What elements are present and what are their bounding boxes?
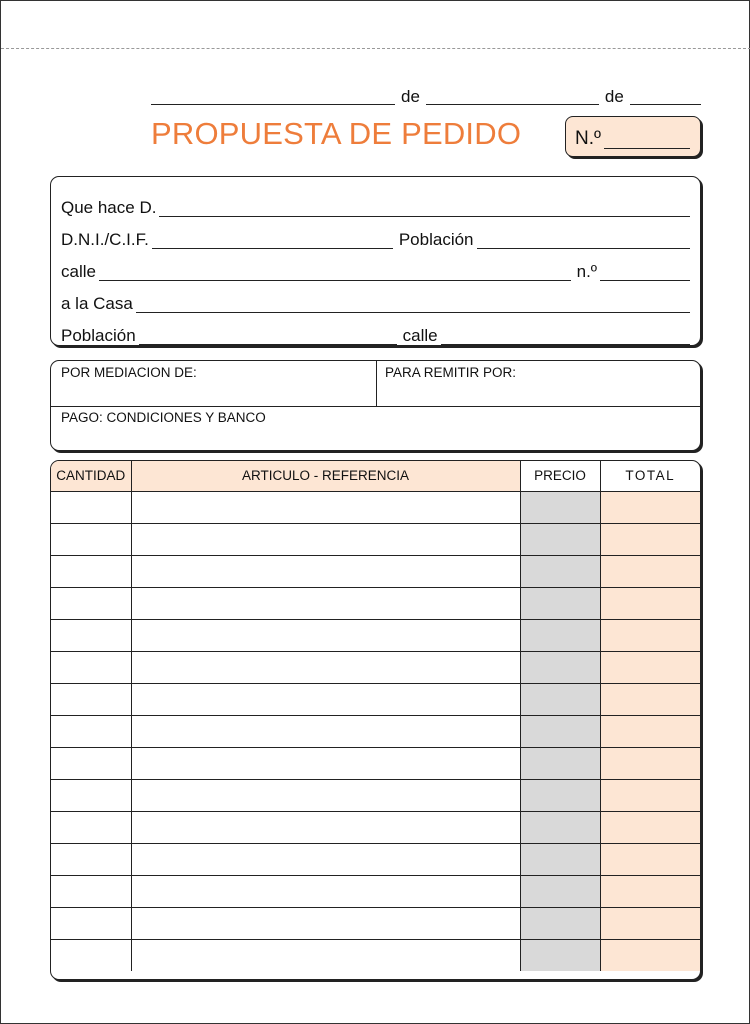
items-header-row bbox=[51, 461, 700, 491]
cell-total[interactable] bbox=[600, 747, 700, 779]
header-precio: PRECIO bbox=[520, 461, 600, 491]
label-numero: n.º bbox=[576, 262, 597, 281]
header-total: TOTAL bbox=[600, 461, 700, 491]
cell-cantidad[interactable] bbox=[51, 779, 131, 811]
field-dni[interactable] bbox=[152, 235, 393, 249]
date-connector-2: de bbox=[604, 87, 624, 106]
cell-cantidad[interactable] bbox=[51, 651, 131, 683]
date-day-field[interactable] bbox=[151, 89, 395, 105]
cell-precio[interactable] bbox=[520, 555, 600, 587]
cell-cantidad[interactable] bbox=[51, 683, 131, 715]
field-poblacion-1[interactable] bbox=[477, 235, 690, 249]
table-row bbox=[51, 651, 700, 683]
table-row bbox=[51, 715, 700, 747]
items-table-box bbox=[50, 460, 701, 980]
cell-total[interactable] bbox=[600, 651, 700, 683]
row-a-la-casa bbox=[61, 291, 690, 313]
table-row bbox=[51, 523, 700, 555]
cell-precio[interactable] bbox=[520, 907, 600, 939]
field-poblacion-2[interactable] bbox=[139, 331, 397, 345]
table-row bbox=[51, 491, 700, 523]
date-month-field[interactable] bbox=[426, 89, 599, 105]
cell-articulo[interactable] bbox=[131, 587, 520, 619]
cell-articulo[interactable] bbox=[131, 715, 520, 747]
row-dni bbox=[61, 227, 690, 249]
table-row bbox=[51, 843, 700, 875]
cell-precio[interactable] bbox=[520, 491, 600, 523]
cell-precio[interactable] bbox=[520, 747, 600, 779]
cell-precio[interactable] bbox=[520, 587, 600, 619]
field-a-la-casa[interactable] bbox=[136, 299, 690, 313]
label-que-hace: Que hace D. bbox=[61, 198, 157, 217]
row-calle bbox=[61, 259, 690, 281]
cell-total[interactable] bbox=[600, 683, 700, 715]
cell-cantidad[interactable] bbox=[51, 587, 131, 619]
cell-articulo[interactable] bbox=[131, 939, 520, 971]
cell-cantidad[interactable] bbox=[51, 491, 131, 523]
cell-precio[interactable] bbox=[520, 843, 600, 875]
label-mediacion: POR MEDIACION DE: bbox=[61, 365, 197, 380]
cell-total[interactable] bbox=[600, 875, 700, 907]
label-calle-1: calle bbox=[61, 262, 96, 281]
cell-cantidad[interactable] bbox=[51, 747, 131, 779]
header-cantidad: CANTIDAD bbox=[51, 461, 131, 491]
cell-precio[interactable] bbox=[520, 811, 600, 843]
field-que-hace[interactable] bbox=[159, 203, 690, 217]
cell-articulo[interactable] bbox=[131, 811, 520, 843]
cell-articulo[interactable] bbox=[131, 555, 520, 587]
cell-cantidad[interactable] bbox=[51, 619, 131, 651]
cell-cantidad[interactable] bbox=[51, 715, 131, 747]
terms-section bbox=[50, 360, 701, 451]
table-row bbox=[51, 875, 700, 907]
label-poblacion-1: Población bbox=[398, 230, 474, 249]
cell-precio[interactable] bbox=[520, 619, 600, 651]
header-articulo: ARTICULO - REFERENCIA bbox=[131, 461, 520, 491]
order-number-field[interactable] bbox=[604, 148, 690, 149]
table-row bbox=[51, 747, 700, 779]
cell-total[interactable] bbox=[600, 907, 700, 939]
terms-divider-horizontal bbox=[51, 406, 700, 407]
items-table bbox=[51, 461, 700, 971]
cell-cantidad[interactable] bbox=[51, 939, 131, 971]
cell-total[interactable] bbox=[600, 843, 700, 875]
cell-total[interactable] bbox=[600, 811, 700, 843]
cell-precio[interactable] bbox=[520, 939, 600, 971]
page-title: PROPUESTA DE PEDIDO bbox=[151, 116, 522, 151]
order-number-box bbox=[565, 116, 701, 157]
label-dni: D.N.I./C.I.F. bbox=[61, 230, 149, 249]
items-body bbox=[51, 491, 700, 971]
cell-articulo[interactable] bbox=[131, 523, 520, 555]
cell-cantidad[interactable] bbox=[51, 875, 131, 907]
cell-precio[interactable] bbox=[520, 875, 600, 907]
cell-cantidad[interactable] bbox=[51, 811, 131, 843]
cell-total[interactable] bbox=[600, 491, 700, 523]
cell-precio[interactable] bbox=[520, 523, 600, 555]
row-poblacion-calle bbox=[61, 323, 690, 345]
date-connector-1: de bbox=[401, 87, 420, 106]
label-poblacion-2: Población bbox=[61, 326, 136, 345]
cell-cantidad[interactable] bbox=[51, 907, 131, 939]
terms-divider-vertical bbox=[376, 361, 377, 406]
label-calle-2: calle bbox=[402, 326, 438, 345]
table-row bbox=[51, 907, 700, 939]
cell-cantidad[interactable] bbox=[51, 843, 131, 875]
table-row bbox=[51, 619, 700, 651]
cell-precio[interactable] bbox=[520, 683, 600, 715]
cell-precio[interactable] bbox=[520, 779, 600, 811]
cell-total[interactable] bbox=[600, 619, 700, 651]
cell-total[interactable] bbox=[600, 555, 700, 587]
cell-cantidad[interactable] bbox=[51, 555, 131, 587]
table-row bbox=[51, 779, 700, 811]
label-remitir: PARA REMITIR POR: bbox=[385, 365, 517, 380]
cell-articulo[interactable] bbox=[131, 619, 520, 651]
cell-articulo[interactable] bbox=[131, 907, 520, 939]
cell-articulo[interactable] bbox=[131, 491, 520, 523]
label-pago: PAGO: CONDICIONES Y BANCO bbox=[61, 410, 266, 425]
cell-precio[interactable] bbox=[520, 651, 600, 683]
table-row bbox=[51, 587, 700, 619]
perforation-line bbox=[1, 48, 750, 49]
cell-cantidad[interactable] bbox=[51, 523, 131, 555]
cell-total[interactable] bbox=[600, 939, 700, 971]
cell-total[interactable] bbox=[600, 587, 700, 619]
cell-total[interactable] bbox=[600, 523, 700, 555]
label-a-la-casa: a la Casa bbox=[61, 294, 133, 313]
cell-articulo[interactable] bbox=[131, 875, 520, 907]
order-number-label: N.º bbox=[575, 128, 601, 149]
cell-articulo[interactable] bbox=[131, 651, 520, 683]
cell-articulo[interactable] bbox=[131, 683, 520, 715]
table-row bbox=[51, 939, 700, 971]
cell-articulo[interactable] bbox=[131, 747, 520, 779]
row-que-hace bbox=[61, 195, 690, 217]
cell-articulo[interactable] bbox=[131, 843, 520, 875]
cell-precio[interactable] bbox=[520, 715, 600, 747]
table-row bbox=[51, 683, 700, 715]
field-numero[interactable] bbox=[600, 267, 690, 281]
cell-total[interactable] bbox=[600, 779, 700, 811]
field-calle-1[interactable] bbox=[99, 267, 571, 281]
date-line bbox=[151, 85, 701, 105]
table-row bbox=[51, 811, 700, 843]
date-year-field[interactable] bbox=[630, 89, 701, 105]
cell-articulo[interactable] bbox=[131, 779, 520, 811]
cell-total[interactable] bbox=[600, 715, 700, 747]
client-section bbox=[50, 176, 701, 346]
table-row bbox=[51, 555, 700, 587]
field-calle-2[interactable] bbox=[441, 331, 690, 345]
